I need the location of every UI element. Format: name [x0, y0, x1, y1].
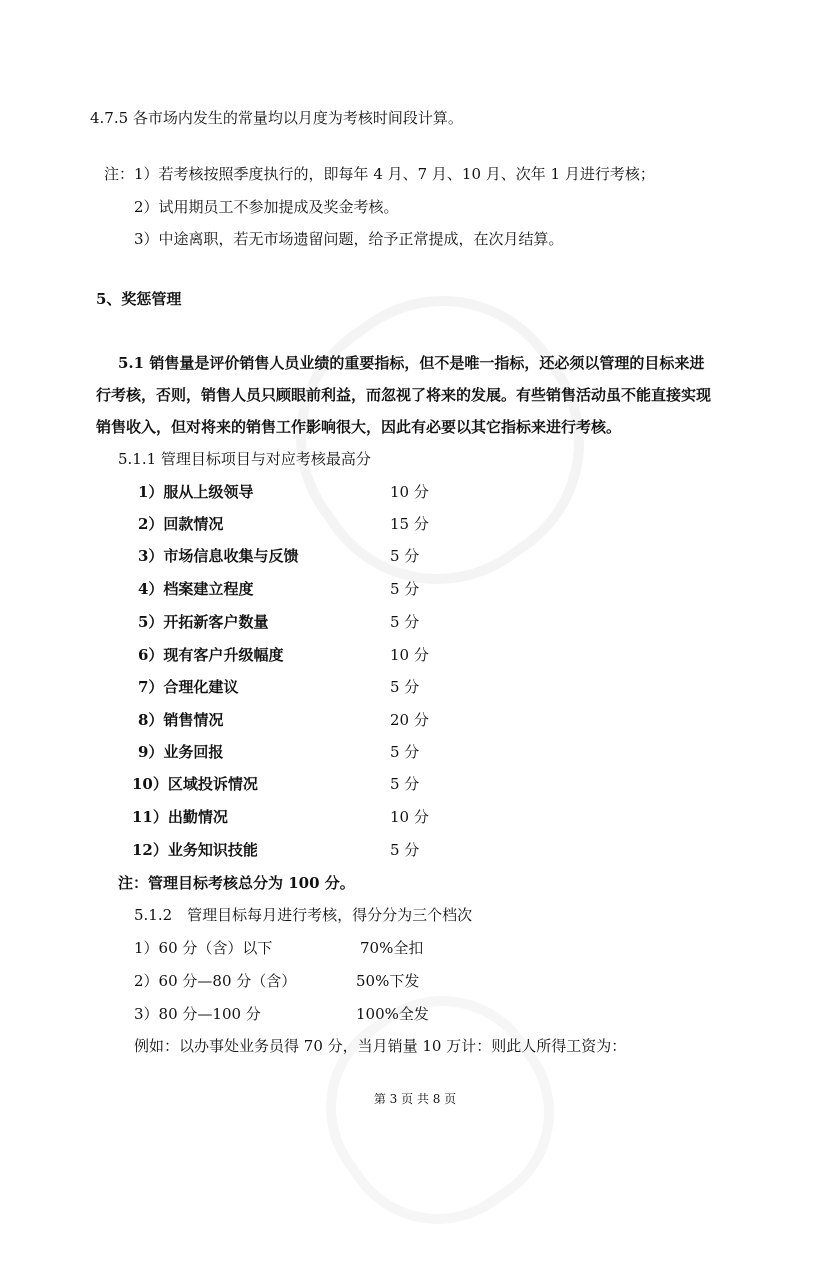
item-score: 5 分 — [390, 547, 420, 565]
item-score: 5 分 — [390, 743, 420, 761]
note-3: 3）中途离职，若无市场遗留问题，给予正常提成，在次月结算。 — [134, 230, 564, 248]
total-note: 注：管理目标考核总分为 100 分。 — [118, 874, 355, 892]
item-score: 20 分 — [390, 711, 429, 729]
clause-4-7-5: 4.7.5 各市场内发生的常量均以月度为考核时间段计算。 — [90, 109, 463, 127]
item-score: 5 分 — [390, 613, 420, 631]
item-label: 4）档案建立程度 — [138, 580, 254, 598]
item-score: 10 分 — [390, 808, 429, 826]
section-heading: 5、奖惩管理 — [96, 290, 182, 308]
item-label: 12）业务知识技能 — [132, 841, 258, 859]
note-1: 注：1）若考核按照季度执行的，即每年 4 月、7 月、10 月、次年 1 月进行考核； — [104, 165, 655, 183]
item-score: 5 分 — [390, 678, 420, 696]
item-label: 9）业务回报 — [138, 743, 224, 761]
item-label: 5）开拓新客户数量 — [138, 613, 269, 631]
item-label: 2）回款情况 — [138, 515, 224, 533]
item-label: 11）出勤情况 — [132, 808, 228, 826]
tier-result: 100%全发 — [356, 1005, 429, 1023]
item-label: 10）区域投诉情况 — [132, 775, 258, 793]
para-line-1: 5.1 销售量是评价销售人员业绩的重要指标，但不是唯一指标，还必须以管理的目标来进 — [118, 354, 705, 372]
example-text: 例如：以办事处业务员得 70 分，当月销量 10 万计：则此人所得工资为： — [134, 1037, 627, 1055]
item-score: 5 分 — [390, 580, 420, 598]
page-footer: 第 3 页 共 8 页 — [373, 1092, 457, 1106]
item-score: 5 分 — [390, 841, 420, 859]
tier-result: 50%下发 — [356, 972, 420, 990]
item-label: 1）服从上级领导 — [138, 483, 254, 501]
sub-heading-5-1-1: 5.1.1 管理目标项目与对应考核最高分 — [118, 450, 371, 468]
sub-heading-5-1-2: 5.1.2 管理目标每月进行考核，得分分为三个档次 — [134, 906, 473, 924]
item-score: 10 分 — [390, 646, 429, 664]
item-label: 6）现有客户升级幅度 — [138, 646, 284, 664]
item-label: 3）市场信息收集与反馈 — [138, 547, 299, 565]
item-score: 5 分 — [390, 775, 420, 793]
tier-result: 70%全扣 — [360, 939, 424, 957]
para-line-3: 销售收入，但对将来的销售工作影响很大，因此有必要以其它指标来进行考核。 — [96, 418, 622, 436]
item-score: 15 分 — [390, 515, 429, 533]
tier-label: 2）60 分—80 分（含） — [134, 972, 297, 990]
para-line-2: 行考核，否则，销售人员只顾眼前利益，而忽视了将来的发展。有些销售活动虽不能直接实现 — [96, 386, 712, 404]
item-label: 8）销售情况 — [138, 711, 224, 729]
tier-label: 3）80 分—100 分 — [134, 1005, 261, 1023]
item-label: 7）合理化建议 — [138, 678, 239, 696]
watermark — [287, 957, 593, 1263]
item-score: 10 分 — [390, 483, 429, 501]
note-2: 2）试用期员工不参加提成及奖金考核。 — [134, 198, 399, 216]
watermark — [245, 245, 635, 635]
tier-label: 1）60 分（含）以下 — [134, 939, 273, 957]
